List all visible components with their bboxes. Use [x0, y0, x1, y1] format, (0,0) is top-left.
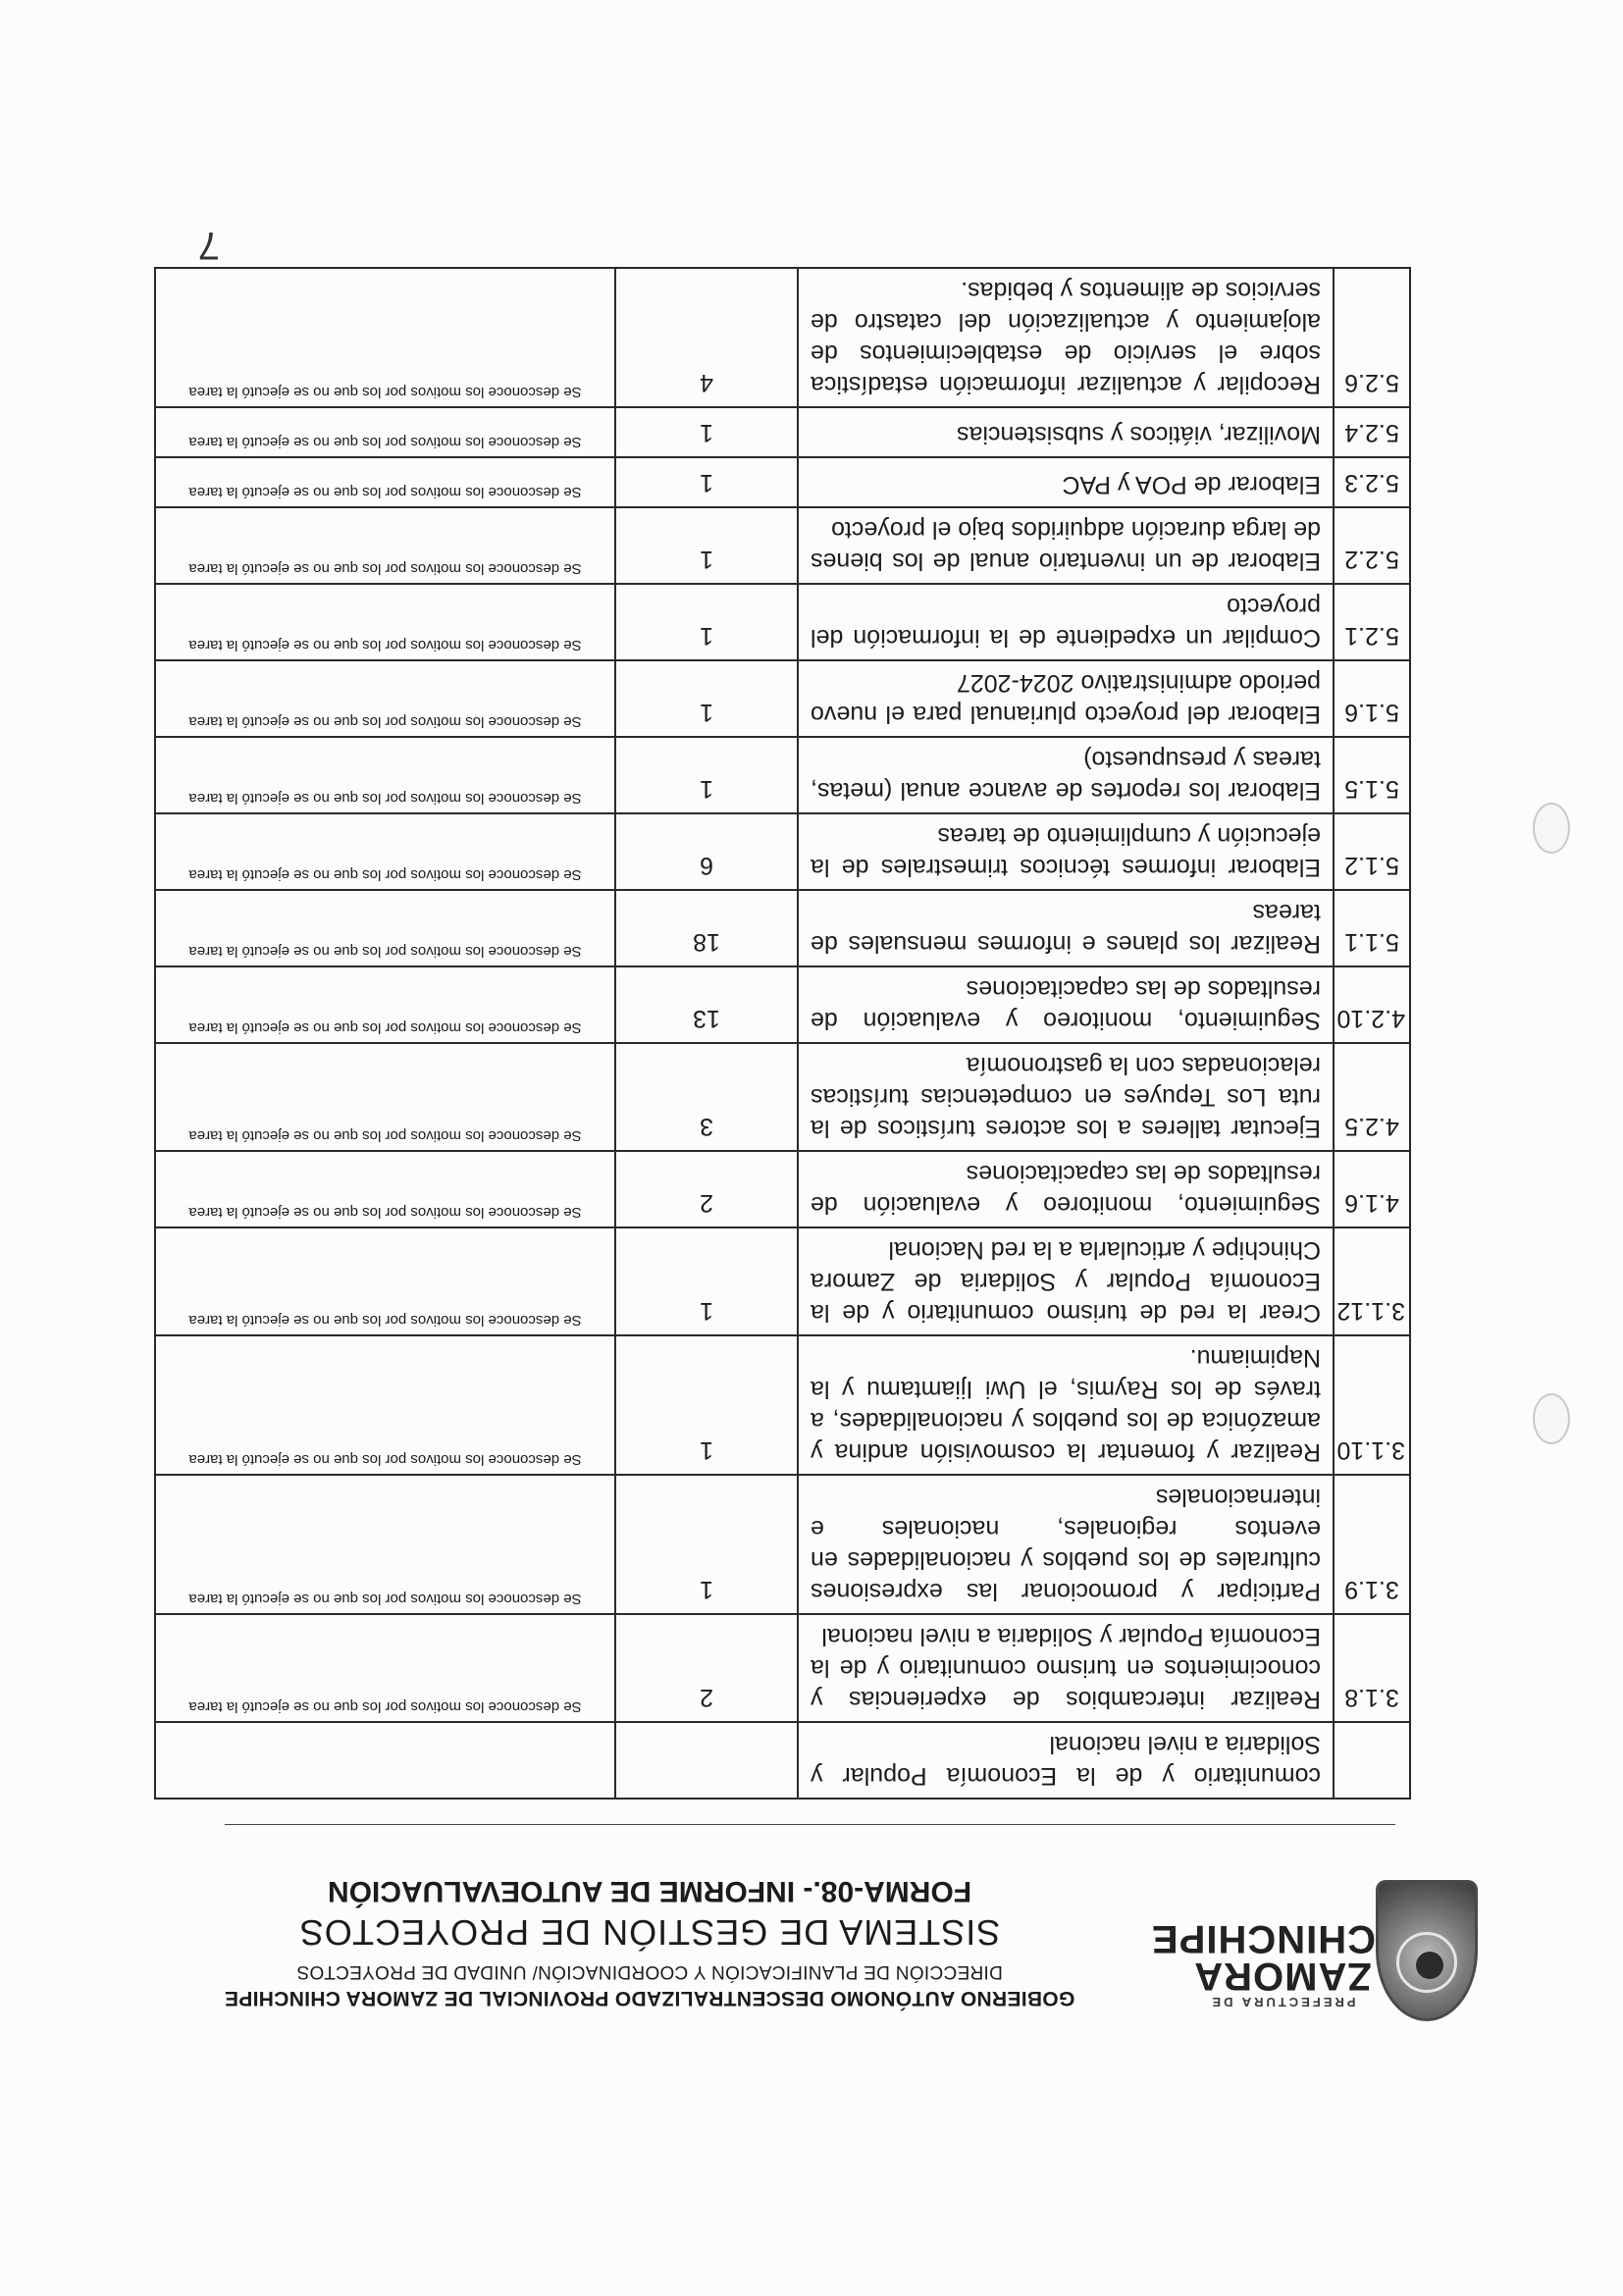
observation-cell: Se desconoce los motivos por los que no se ejecutó la tarea [155, 1614, 615, 1722]
document-header [120, 1874, 1179, 2009]
task-count-cell: 18 [615, 890, 798, 966]
task-description-cell: Elaborar de un inventario anual de los bienes de larga duración adquiridos bajo el proyecto [798, 507, 1334, 584]
task-code-cell: 3.1.12 [1334, 1227, 1410, 1335]
observation-cell: Se desconoce los motivos por los que no se ejecutó la tarea [155, 1151, 615, 1227]
task-description-cell: Participar y promocionar las expresiones culturales de los pueblos y nacionalidades en eventos regionales, nacionales e internacionales [798, 1475, 1334, 1614]
observation-cell: Se desconoce los motivos por los que no se ejecutó la tarea [155, 507, 615, 584]
task-code-cell: 5.1.6 [1334, 660, 1410, 737]
task-code-cell: 3.1.8 [1334, 1614, 1410, 1722]
observation-cell: Se desconoce los motivos por los que no se ejecutó la tarea [155, 1335, 615, 1475]
table-body [155, 268, 1410, 1799]
table-row [155, 1335, 1410, 1475]
task-description-cell: Elaborar informes técnicos trimestrales de la ejecución y cumplimiento de tareas [798, 813, 1334, 890]
table-row [155, 268, 1410, 407]
brand-name-line1: ZAMORA [1193, 1955, 1372, 1998]
task-description-cell: Realizar y fomentar la cosmovisión andina y amazónica de los pueblos y nacionalidades, a través de los Raymis, el Uwi Ijiamtamu y la Napimiamu. [798, 1335, 1334, 1475]
task-code-cell: 5.2.1 [1334, 584, 1410, 660]
table-row [155, 1227, 1410, 1335]
observation-cell: Se desconoce los motivos por los que no se ejecutó la tarea [155, 407, 615, 457]
observation-cell [155, 1722, 615, 1799]
header-system-title: SISTEMA DE GESTIÓN DE PROYECTOS [298, 1912, 1001, 1953]
punch-hole-bottom [1533, 803, 1570, 854]
table-row [155, 1722, 1410, 1799]
task-description-cell: Realizar los planes e informes mensuales de tareas [798, 890, 1334, 966]
header-divider [225, 1824, 1395, 1825]
task-count-cell: 1 [615, 1335, 798, 1475]
punch-hole-top [1533, 1393, 1570, 1444]
task-description-cell: Seguimiento, monitoreo y evaluación de resultados de las capacitaciones [798, 966, 1334, 1043]
task-code-cell: 5.1.5 [1334, 737, 1410, 813]
table-row [155, 1614, 1410, 1722]
observation-cell: Se desconoce los motivos por los que no se ejecutó la tarea [155, 1475, 615, 1614]
task-code-cell: 5.1.1 [1334, 890, 1410, 966]
task-count-cell: 1 [615, 507, 798, 584]
task-description-cell: Elaborar los reportes de avance anual (metas, tareas y presupuesto) [798, 737, 1334, 813]
task-description-cell: Elaborar del proyecto plurianual para el nuevo periodo administrativo 2024-2027 [798, 660, 1334, 737]
task-code-cell: 4.2.10 [1334, 966, 1410, 1043]
table-row [155, 407, 1410, 457]
observation-cell: Se desconoce los motivos por los que no se ejecutó la tarea [155, 813, 615, 890]
table-row [155, 737, 1410, 813]
task-code-cell: 4.1.6 [1334, 1151, 1410, 1227]
observation-cell: Se desconoce los motivos por los que no se ejecutó la tarea [155, 1227, 615, 1335]
observation-cell: Se desconoce los motivos por los que no se ejecutó la tarea [155, 457, 615, 507]
table-row [155, 457, 1410, 507]
observation-cell: Se desconoce los motivos por los que no se ejecutó la tarea [155, 268, 615, 407]
task-code-cell: 5.2.4 [1334, 407, 1410, 457]
task-count-cell: 1 [615, 1227, 798, 1335]
observation-cell: Se desconoce los motivos por los que no se ejecutó la tarea [155, 660, 615, 737]
seal-center [1416, 1952, 1443, 1979]
task-description-cell: Realizar intercambios de experiencias y conocimientos en turismo comunitario y de la Economía Popular y Solidaria a nivel nacional [798, 1614, 1334, 1722]
task-count-cell: 2 [615, 1614, 798, 1722]
task-code-cell: 4.2.5 [1334, 1043, 1410, 1151]
observation-cell: Se desconoce los motivos por los que no se ejecutó la tarea [155, 966, 615, 1043]
table-row [155, 507, 1410, 584]
table-row [155, 1475, 1410, 1614]
header-form-title: FORMA-08.- INFORME DE AUTOEVALUACIÓN [327, 1875, 972, 1907]
header-department: DIRECCIÓN DE PLANIFICACIÓN Y COORDINACIÓN/ UNIDAD DE PROYECTOS [296, 1961, 1003, 1982]
task-count-cell: 1 [615, 737, 798, 813]
task-description-cell: Elaborar de POA y PAC [798, 457, 1334, 507]
table-row [155, 813, 1410, 890]
table-row [155, 1151, 1410, 1227]
task-count-cell: 1 [615, 1475, 798, 1614]
task-count-cell: 1 [615, 407, 798, 457]
task-description-cell: Seguimiento, monitoreo y evaluación de resultados de las capacitaciones [798, 1151, 1334, 1227]
task-code-cell: 3.1.9 [1334, 1475, 1410, 1614]
prefectura-seal-logo [1376, 1880, 1478, 2021]
table-row [155, 966, 1410, 1043]
brand-name-line2: CHINCHIPE [1150, 1917, 1376, 1960]
self-evaluation-table [154, 267, 1411, 1800]
task-description-cell: Crear la red de turismo comunitario y de la Economía Popular y Solidaria de Zamora Chinchipe y articularla a la red Nacional [798, 1227, 1334, 1335]
task-code-cell: 5.2.2 [1334, 507, 1410, 584]
task-code-cell: 3.1.10 [1334, 1335, 1410, 1475]
task-count-cell [615, 1722, 798, 1799]
task-description-cell: Compilar un expediente de la información del proyecto [798, 584, 1334, 660]
observation-cell: Se desconoce los motivos por los que no se ejecutó la tarea [155, 1043, 615, 1151]
observation-cell: Se desconoce los motivos por los que no se ejecutó la tarea [155, 584, 615, 660]
task-count-cell: 6 [615, 813, 798, 890]
observation-cell: Se desconoce los motivos por los que no se ejecutó la tarea [155, 737, 615, 813]
observation-cell: Se desconoce los motivos por los que no se ejecutó la tarea [155, 890, 615, 966]
brand-prefix: PREFECTURA DE [1209, 1995, 1356, 2009]
table-row [155, 584, 1410, 660]
task-count-cell: 1 [615, 457, 798, 507]
task-code-cell [1334, 1722, 1410, 1799]
task-count-cell: 3 [615, 1043, 798, 1151]
task-description-cell: comunitario y de la Economía Popular y Solidaria a nivel nacional [798, 1722, 1334, 1799]
task-description-cell: Recopilar y actualizar información estadística sobre el servicio de establecimientos de alojamiento y actualización del catastro de servicios de alimentos y bebidas. [798, 268, 1334, 407]
task-description-cell: Movilizar, viáticos y subsistencias [798, 407, 1334, 457]
task-count-cell: 2 [615, 1151, 798, 1227]
task-description-cell: Ejecutar talleres a los actores turísticos de la ruta Los Tepuyes en competencias turísticas relacionadas con la gastronomía [798, 1043, 1334, 1151]
table-row [155, 890, 1410, 966]
task-code-cell: 5.1.2 [1334, 813, 1410, 890]
task-count-cell: 4 [615, 268, 798, 407]
task-count-cell: 1 [615, 660, 798, 737]
task-code-cell: 5.2.6 [1334, 268, 1410, 407]
table-row [155, 1043, 1410, 1151]
task-count-cell: 1 [615, 584, 798, 660]
header-gov-name: GOBIERNO AUTÓNOMO DESCENTRALIZADO PROVINCIAL DE ZAMORA CHINCHIPE [224, 1987, 1075, 2009]
page-number: 7 [197, 224, 220, 267]
table-row [155, 660, 1410, 737]
task-code-cell: 5.2.3 [1334, 457, 1410, 507]
brand-wordmark [1150, 1917, 1376, 2009]
task-count-cell: 13 [615, 966, 798, 1043]
